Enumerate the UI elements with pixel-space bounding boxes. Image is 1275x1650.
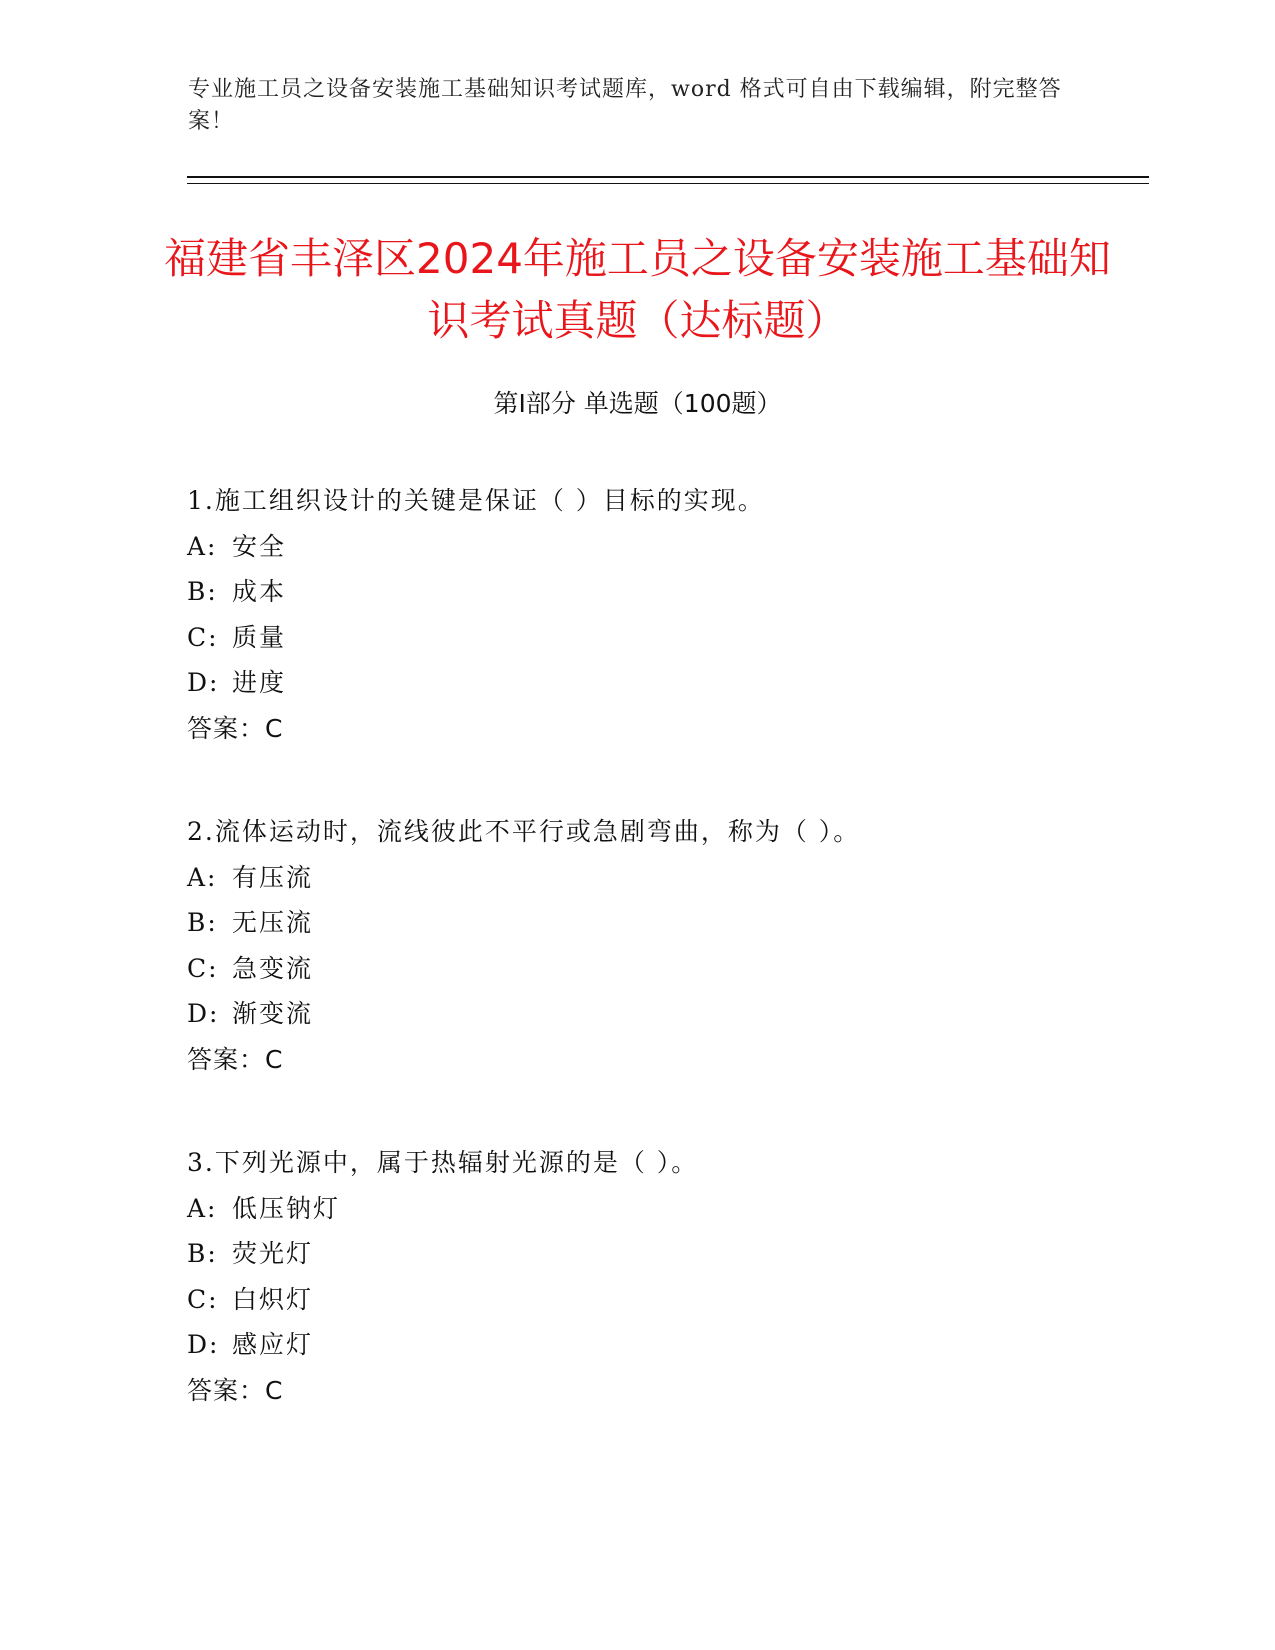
option-key: B:: [187, 577, 218, 606]
option-key: A:: [187, 862, 218, 892]
question-stem: 1.施工组织设计的关键是保证（ ）目标的实现。: [187, 486, 765, 515]
option-key: A:: [187, 531, 218, 561]
option-text: 无压流: [232, 908, 314, 937]
option-a: [187, 855, 1147, 901]
question-stem: 3.下列光源中，属于热辐射光源的是（ ）。: [187, 1148, 699, 1177]
option-d: [187, 660, 1147, 706]
option-key: C:: [187, 622, 219, 652]
option-c: [187, 946, 1147, 992]
header-divider-thick: [187, 176, 1149, 178]
option-key: D:: [187, 1330, 220, 1359]
option-text: 安全: [232, 531, 287, 561]
header-divider-thin: [187, 183, 1149, 184]
option-c: [187, 1277, 1147, 1323]
option-b: [187, 569, 1147, 615]
option-text: 急变流: [232, 953, 314, 983]
option-b: [187, 1231, 1147, 1277]
option-key: B:: [187, 908, 218, 937]
option-text: 质量: [232, 622, 287, 652]
option-text: 感应灯: [232, 1330, 314, 1359]
option-key: C:: [187, 953, 219, 983]
option-text: 进度: [232, 668, 287, 697]
option-text: 有压流: [232, 862, 314, 892]
option-key: D:: [187, 999, 220, 1028]
option-key: C:: [187, 1284, 219, 1314]
option-key: D:: [187, 668, 220, 697]
answer-text: 答案：C: [187, 1375, 284, 1405]
option-b: [187, 900, 1147, 946]
question-2: [187, 809, 1147, 1082]
document-title: 福建省丰泽区2024年施工员之设备安装施工基础知识考试真题（达标题）: [164, 234, 1111, 345]
question-1: [187, 478, 1147, 751]
option-text: 荧光灯: [232, 1239, 314, 1268]
option-key: B:: [187, 1239, 218, 1268]
option-key: A:: [187, 1193, 218, 1223]
option-text: 成本: [232, 577, 287, 606]
option-text: 低压钠灯: [232, 1193, 341, 1223]
question-3: [187, 1140, 1147, 1413]
option-d: [187, 991, 1147, 1037]
answer-text: 答案：C: [187, 713, 284, 743]
option-d: [187, 1322, 1147, 1368]
question-list: [187, 478, 1147, 1471]
option-c: [187, 615, 1147, 661]
option-text: 白炽灯: [232, 1284, 314, 1314]
option-text: 渐变流: [232, 999, 314, 1028]
answer-text: 答案：C: [187, 1044, 284, 1074]
question-stem: 2.流体运动时，流线彼此不平行或急剧弯曲，称为（ ）。: [187, 817, 861, 846]
header-note: 专业施工员之设备安装施工基础知识考试题库，word 格式可自由下载编辑，附完整答案！: [188, 77, 1062, 134]
section-title: 第Ⅰ部分 单选题（100题）: [493, 389, 782, 418]
option-a: [187, 1186, 1147, 1232]
option-a: [187, 524, 1147, 570]
